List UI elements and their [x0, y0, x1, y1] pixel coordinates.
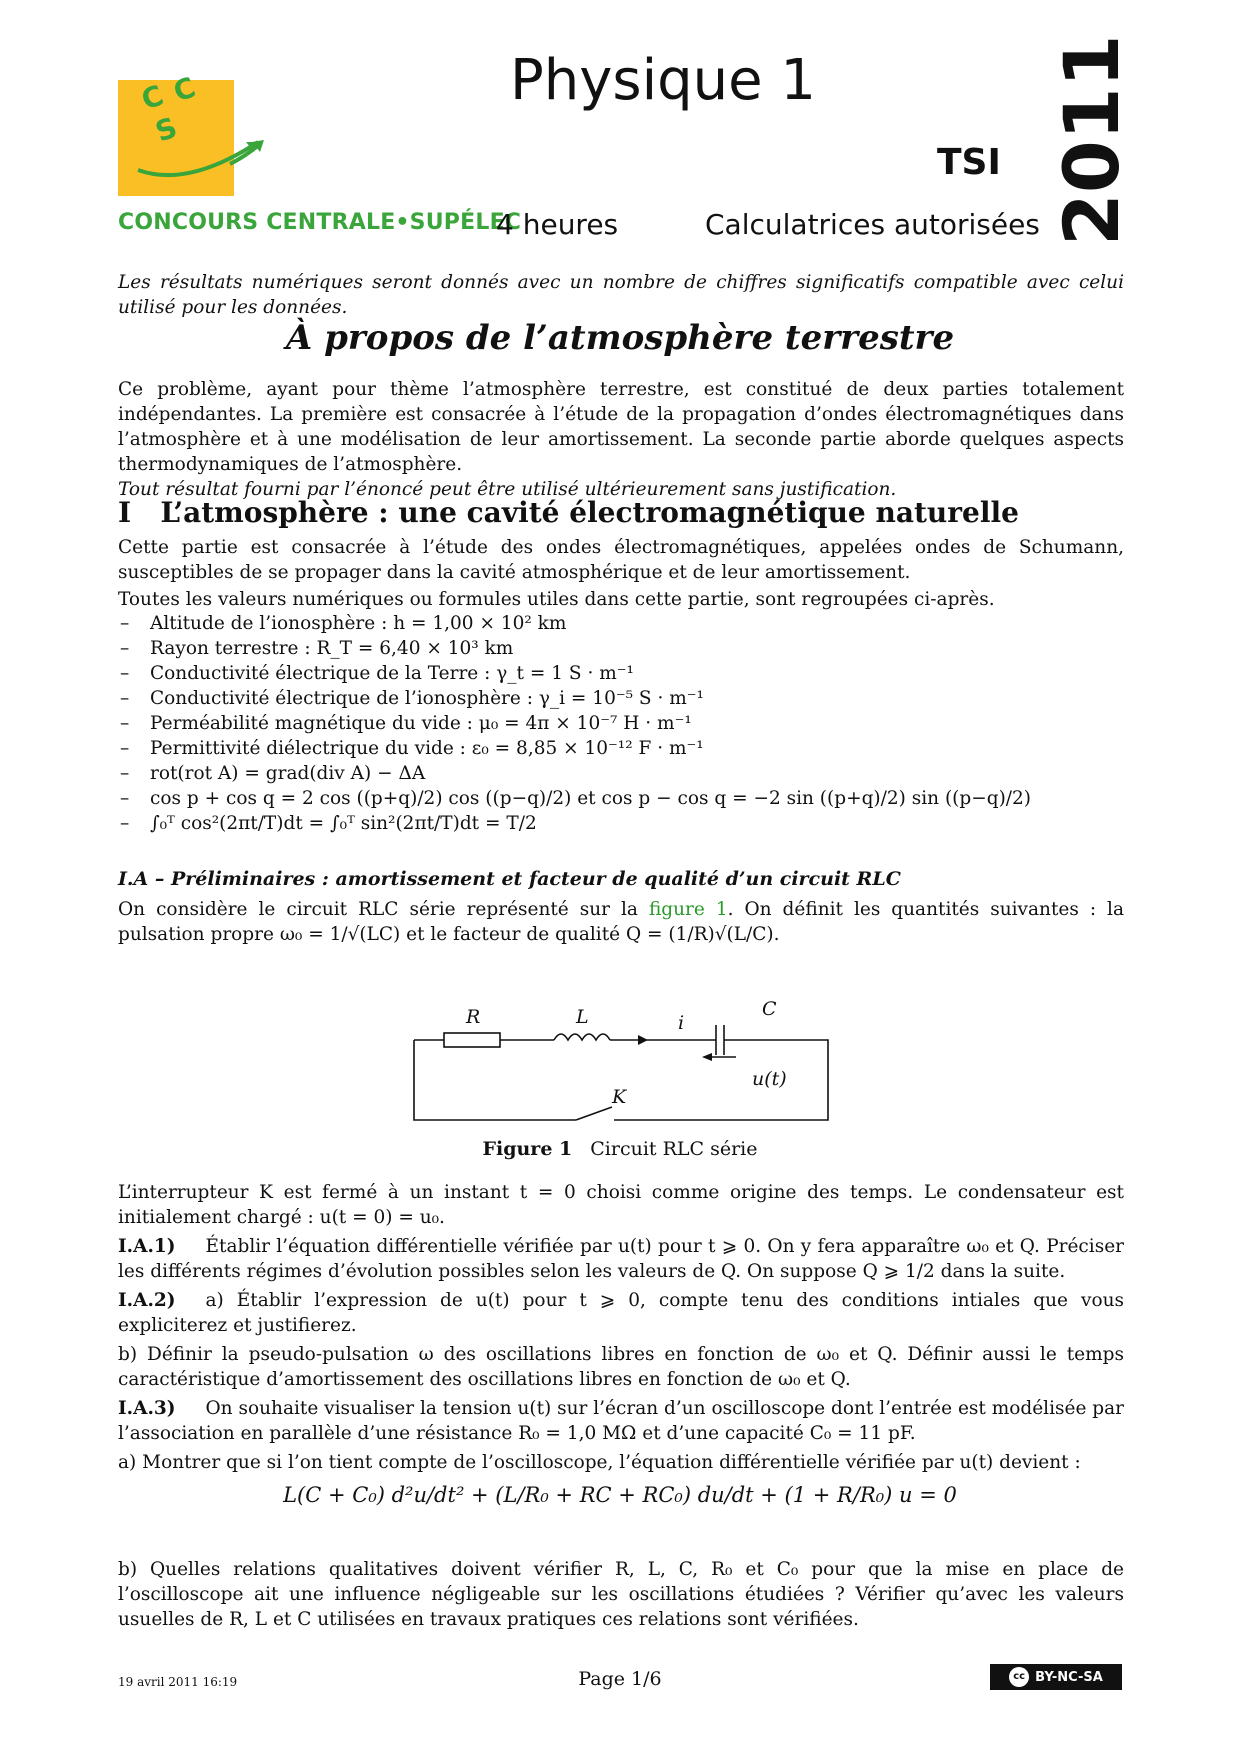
subsection-intro-text: On considère le circuit RLC série représenté sur la [118, 899, 638, 920]
figure-link[interactable]: figure 1 [648, 899, 728, 920]
question-ia1 [118, 1234, 1124, 1284]
list-item: – Permittivité diélectrique du vide : ε₀ = 8,85 × 10⁻¹² F · m⁻¹ [118, 736, 1124, 761]
figure-caption [0, 1138, 1240, 1160]
section-intro-text: Cette partie est consacrée à l’étude des ondes électromagnétiques, appelées ondes de Schumann, susceptibles de se propager dans la cavité atmosphérique et de leur amortissement. [118, 537, 1124, 583]
license-badge [990, 1664, 1122, 1690]
creative-commons-icon: cc [1009, 1667, 1029, 1687]
list-item: – ∫₀ᵀ cos²(2πt/T)dt = ∫₀ᵀ sin²(2πt/T)dt = T/2 [118, 811, 1124, 836]
subsection-intro-definitions: . On définit les quantités suivantes : la pulsation propre ω₀ = 1/√(LC) et le facteur de qualité Q = (1/R)√(L/C). [118, 899, 1124, 945]
constants-list [118, 611, 1124, 836]
question-ia2 [118, 1288, 1124, 1338]
year-label [1047, 34, 1136, 250]
question-ia3b: b) Quelles relations qualitatives doivent vérifier R, L, C, R₀ et C₀ pour que la mise en place de l’oscilloscope ait une influence négligeable sur les oscillations étudiées ? Vérifier qu’avec les valeurs usuelles de R, L et C utilisées en travaux pratiques ces relations sont vérifiées. [118, 1559, 1124, 1630]
question-text: a) Établir l’expression de u(t) pour t ⩾ 0, compte tenu des conditions intiales que vous expliciterez et justifierez. [118, 1290, 1124, 1336]
question-number: I.A.3) [118, 1398, 176, 1419]
voltage-arrow-icon [702, 1053, 712, 1061]
list-item: – Perméabilité magnétique du vide : μ₀ = 4π × 10⁻⁷ H · m⁻¹ [118, 711, 1124, 736]
problem-intro [118, 377, 1124, 502]
subject-title: Physique 1 [510, 48, 817, 113]
values-intro-text: Toutes les valeurs numériques ou formules utiles dans cette partie, sont regroupées ci-après. [118, 589, 995, 610]
rlc-circuit-diagram [406, 995, 836, 1135]
figure-caption-text: Circuit RLC série [590, 1138, 758, 1160]
questions-block [118, 1180, 1124, 1475]
svg-text:C: C [169, 70, 200, 109]
question-text: Établir l’équation différentielle vérifiée par u(t) pour t ⩾ 0. On y fera apparaître ω₀ et Q. Préciser les différents régimes d’évolution possibles selon les valeurs de Q. On suppose Q ⩾ 1/2 dans la suite. [118, 1236, 1124, 1282]
svg-text:S: S [151, 110, 182, 149]
current-arrow-icon [638, 1035, 648, 1045]
question-number: I.A.2) [118, 1290, 176, 1311]
organizer-name: CONCOURS CENTRALE•SUPÉLEC [118, 210, 522, 235]
question-number: I.A.1) [118, 1236, 176, 1257]
calculator-policy: Calculatrices autorisées [705, 208, 1040, 241]
question-ia3 [118, 1396, 1124, 1446]
switch-paragraph: L’interrupteur K est fermé à un instant t = 0 choisi comme origine des temps. Le condensateur est initialement chargé : u(t = 0) = u₀. [118, 1182, 1124, 1228]
logo-arrow-icon [230, 136, 270, 176]
intro-italic-note: Tout résultat fourni par l’énoncé peut être utilisé ultérieurement sans justification. [118, 479, 897, 500]
question-ia3a: a) Montrer que si l’on tient compte de l’oscilloscope, l’équation différentielle vérifiée par u(t) devient : [118, 1452, 1081, 1473]
section-intro [118, 535, 1124, 612]
logo-mark-icon [118, 70, 234, 196]
resistor-label: R [466, 1006, 481, 1028]
list-item: – Conductivité électrique de l’ionosphère : γ_i = 10⁻⁵ S · m⁻¹ [118, 686, 1124, 711]
list-item: – rot(rot A) = grad(div A) − ΔA [118, 761, 1124, 786]
question-ia2b: b) Définir la pseudo-pulsation ω des oscillations libres en fonction de ω₀ et Q. Définir aussi le temps caractéristique d’amortissement des oscillations libres en fonction de ω₀ et Q. [118, 1344, 1124, 1390]
list-item: – Rayon terrestre : R_T = 6,40 × 10³ km [118, 636, 1124, 661]
intro-paragraph: Ce problème, ayant pour thème l’atmosphère terrestre, est constitué de deux parties totalement indépendantes. La première est consacrée à l’étude de la propagation d’ondes électromagnétiques dans l’atmosphère et à une modélisation de leur amortissement. La seconde partie aborde quelques aspects thermodynamiques de l’atmosphère. [118, 379, 1124, 475]
differential-equation: L(C + C₀) d²u/dt² + (L/R₀ + RC + RC₀) du/dt + (1 + R/R₀) u = 0 [283, 1483, 957, 1507]
current-label: i [678, 1012, 685, 1034]
svg-text:C: C [137, 78, 168, 117]
switch-label: K [612, 1086, 627, 1108]
list-item: – cos p + cos q = 2 cos ((p+q)/2) cos ((p−q)/2) et cos p − cos q = −2 sin ((p+q)/2) sin ((p−q)/2) [118, 786, 1124, 811]
logo [118, 70, 234, 196]
year-text: 2011 [1047, 34, 1136, 246]
voltage-label: u(t) [752, 1068, 787, 1090]
figure-number: Figure 1 [482, 1138, 573, 1160]
numerical-results-note: Les résultats numériques seront donnés avec un nombre de chiffres significatifs compatible avec celui utilisé pour les données. [118, 272, 1124, 318]
subsection-title: I.A – Préliminaires : amortissement et facteur de qualité d’un circuit RLC [118, 868, 901, 890]
license-text: BY-NC-SA [1035, 1669, 1103, 1685]
page-number: Page 1/6 [578, 1668, 662, 1690]
list-item: – Altitude de l’ionosphère : h = 1,00 × 10² km [118, 611, 1124, 636]
exam-duration: 4 heures [496, 208, 619, 241]
question-text: On souhaite visualiser la tension u(t) sur l’écran d’un oscilloscope dont l’entrée est modélisée par l’association en parallèle d’une résistance R₀ = 1,0 MΩ et d’une capacité C₀ = 11 pF. [118, 1398, 1124, 1444]
subsection-intro [118, 897, 1124, 947]
capacitor-label: C [762, 998, 777, 1020]
section-title: I L’atmosphère : une cavité électromagnétique naturelle [118, 496, 1019, 529]
problem-title: À propos de l’atmosphère terrestre [285, 318, 955, 358]
track-label: TSI [937, 142, 1001, 183]
footer-date: 19 avril 2011 16:19 [118, 1675, 238, 1689]
list-item: – Conductivité électrique de la Terre : γ_t = 1 S · m⁻¹ [118, 661, 1124, 686]
inductor-label: L [576, 1006, 589, 1028]
